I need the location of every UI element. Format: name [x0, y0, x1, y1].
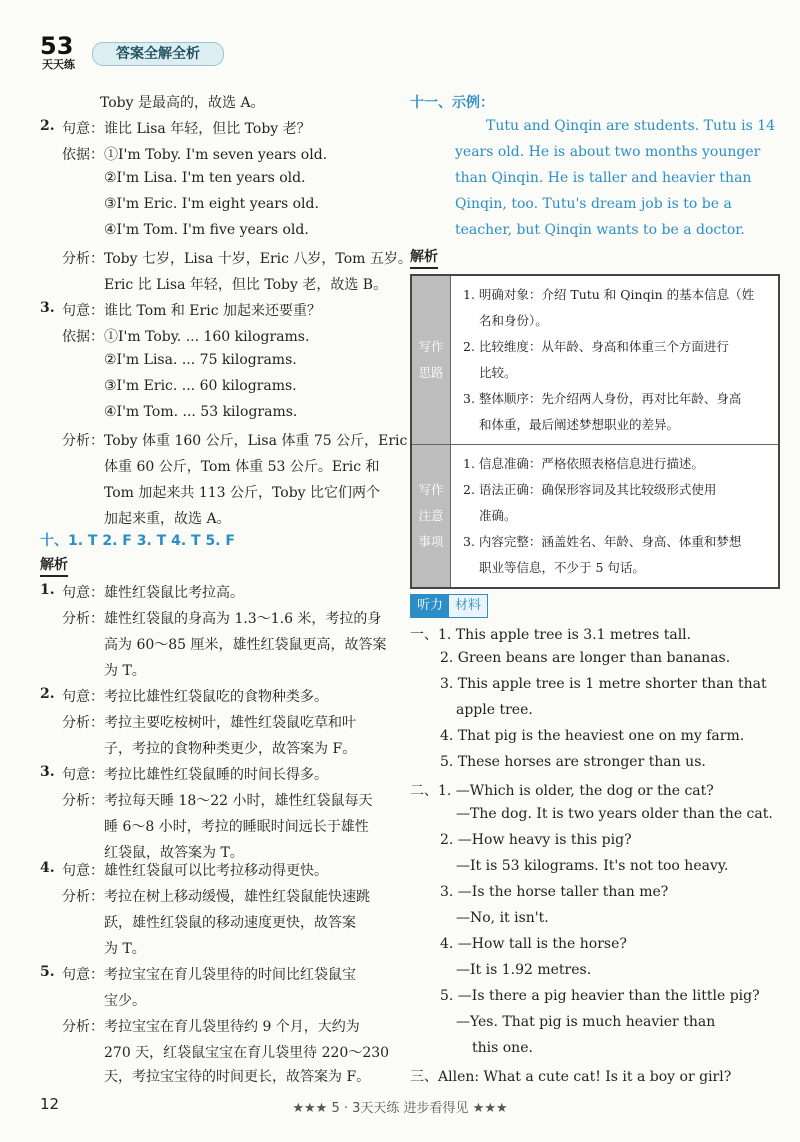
footer-slogan: ★★★ 5 · 3天天练 进步看得见 ★★★: [292, 1101, 508, 1116]
item-number: 4.: [40, 860, 55, 876]
basis-line: 依据：①I'm Toby. I'm seven years old.: [62, 147, 328, 163]
basis-line: ②I'm Lisa. I'm ten years old.: [104, 170, 306, 186]
item-number: 3.: [40, 764, 55, 780]
analysis-line: 子，考拉的食物种类更少，故答案为 F。: [104, 741, 357, 757]
box-line: 职业等信息，不少于 5 句话。: [479, 560, 645, 575]
sentence-meaning: 句意：雄性红袋鼠比考拉高。: [62, 585, 244, 601]
essay-line: Tutu and Qinqin are students. Tutu is 14: [486, 118, 776, 134]
row-header-text: 写作: [418, 482, 444, 497]
box-line: 和体重，最后阐述梦想职业的差异。: [479, 417, 680, 432]
jiexi-label: 解析: [410, 246, 438, 269]
logo: [38, 30, 86, 72]
svg-text:天天练: 天天练: [42, 58, 75, 71]
analysis-line: 高为 60～85 厘米，雄性红袋鼠更高，故答案: [104, 637, 387, 653]
transcript-line: —The dog. It is two years older than the cat.: [456, 806, 773, 822]
box-line: 准确。: [479, 508, 517, 523]
row-header-text: 事项: [418, 534, 444, 549]
analysis-line: 为 T。: [104, 941, 146, 957]
box-line: 1. 明确对象：介绍 Tutu 和 Qinqin 的基本信息（姓: [463, 287, 755, 302]
svg-text:53: 53: [40, 32, 74, 60]
table-cell: [451, 275, 780, 445]
basis-line: ②I'm Lisa. ... 75 kilograms.: [104, 352, 297, 368]
box-line: 2. 语法正确：确保形容词及其比较级形式使用: [463, 482, 717, 497]
transcript-line: 5. —Is there a pig heavier than the little pig?: [440, 988, 760, 1004]
analysis-line: 270 天，红袋鼠宝宝在育儿袋里待 220～230: [104, 1045, 390, 1061]
row-header-text: 写作: [418, 339, 444, 354]
analysis-line: 分析：Toby 体重 160 公斤，Lisa 体重 75 公斤，Eric: [62, 433, 408, 449]
row-header: [411, 275, 451, 445]
page-number: 12: [40, 1095, 60, 1113]
transcript-line: 4. —How tall is the horse?: [440, 936, 627, 952]
transcript-line: this one.: [472, 1040, 533, 1056]
transcript-line: apple tree.: [456, 702, 533, 718]
table-row: [411, 445, 779, 589]
sentence-meaning: 句意：考拉比雄性红袋鼠吃的食物种类多。: [62, 689, 328, 705]
sentence-meaning: 句意：谁比 Lisa 年轻，但比 Toby 老？: [62, 121, 311, 137]
listening-material-tag: [410, 594, 488, 618]
row-header: [411, 445, 451, 589]
analysis-line: 加起来重，故选 A。: [104, 511, 231, 527]
tag-part: 材料: [449, 595, 487, 617]
sentence-meaning: 句意：考拉宝宝在育儿袋里待的时间比红袋鼠宝: [62, 967, 356, 983]
item-number: 5.: [40, 964, 55, 980]
item-number: 2.: [40, 118, 55, 134]
analysis-line: 分析：考拉宝宝在育儿袋里待约 9 个月，大约为: [62, 1019, 360, 1035]
transcript-line: 4. That pig is the heaviest one on my farm.: [440, 728, 745, 744]
transcript-line: —It is 1.92 metres.: [456, 962, 592, 978]
transcript-line: 一、1. This apple tree is 3.1 metres tall.: [410, 627, 692, 643]
analysis-line: 跃，雄性红袋鼠的移动速度更快，故答案: [104, 915, 356, 931]
analysis-line: 分析：考拉每天睡 18～22 小时，雄性红袋鼠每天: [62, 793, 373, 809]
section-ten-answers: 十、1. T 2. F 3. T 4. T 5. F: [40, 533, 235, 549]
analysis-line: 红袋鼠，故答案为 T。: [104, 845, 244, 861]
analysis-line: 分析：考拉在树上移动缓慢，雄性红袋鼠能快速跳: [62, 889, 370, 905]
essay-line: years old. He is about two months younger: [455, 144, 761, 160]
box-line: 比较。: [479, 365, 517, 380]
text-line: Toby 是最高的，故选 A。: [100, 95, 265, 111]
transcript-line: 3. —Is the horse taller than me?: [440, 884, 669, 900]
sentence-meaning: 句意：考拉比雄性红袋鼠睡的时间长得多。: [62, 767, 328, 783]
transcript-line: —It is 53 kilograms. It's not too heavy.: [456, 858, 729, 874]
transcript-line: 3. This apple tree is 1 metre shorter than that: [440, 676, 767, 692]
basis-line: ④I'm Tom. ... 53 kilograms.: [104, 404, 298, 420]
analysis-line: 睡 6～8 小时，考拉的睡眠时间远长于雄性: [104, 819, 369, 835]
transcript-line: 5. These horses are stronger than us.: [440, 754, 706, 770]
analysis-line: Eric 比 Lisa 年轻，但比 Toby 老，故选 B。: [104, 277, 388, 293]
transcript-line: 二、1. —Which is older, the dog or the cat?: [410, 783, 714, 799]
analysis-line: 体重 60 公斤，Tom 体重 53 公斤。Eric 和: [104, 459, 380, 475]
sentence-meaning: 句意：雄性红袋鼠可以比考拉移动得更快。: [62, 863, 328, 879]
essay-line: teacher, but Qinqin wants to be a doctor.: [455, 222, 745, 238]
box-line: 2. 比较维度：从年龄、身高和体重三个方面进行: [463, 339, 729, 354]
item-number: 1.: [40, 582, 55, 598]
basis-line: ③I'm Eric. I'm eight years old.: [104, 196, 319, 212]
box-line: 名和身份）。: [479, 313, 548, 328]
sentence-meaning: 宝少。: [104, 993, 146, 1009]
analysis-line: 分析：考拉主要吃桉树叶，雄性红袋鼠吃草和叶: [62, 715, 356, 731]
transcript-line: 2. Green beans are longer than bananas.: [440, 650, 731, 666]
essay-line: Qinqin, too. Tutu's dream job is to be a: [455, 196, 732, 212]
basis-line: ③I'm Eric. ... 60 kilograms.: [104, 378, 297, 394]
transcript-line: 三、Allen: What a cute cat! Is it a boy or girl?: [410, 1069, 732, 1085]
transcript-line: —No, it isn't.: [456, 910, 549, 926]
item-number: 3.: [40, 300, 55, 316]
section-eleven-title: 十一、示例：: [410, 95, 494, 111]
writing-guide-table: [410, 274, 780, 589]
box-line: 3. 整体顺序：先介绍两人身份，再对比年龄、身高: [463, 391, 742, 406]
transcript-line: —Yes. That pig is much heavier than: [456, 1014, 716, 1030]
item-number: 2.: [40, 686, 55, 702]
basis-line: ④I'm Tom. I'm five years old.: [104, 222, 309, 238]
analysis-line: 天，考拉宝宝待的时间更长，故答案为 F。: [104, 1069, 371, 1085]
transcript-line: 2. —How heavy is this pig?: [440, 832, 632, 848]
row-header-text: 注意: [418, 508, 444, 523]
box-line: 1. 信息准确：严格依照表格信息进行描述。: [463, 456, 704, 471]
sentence-meaning: 句意：谁比 Tom 和 Eric 加起来还要重？: [62, 303, 321, 319]
basis-line: 依据：①I'm Toby. ... 160 kilograms.: [62, 329, 310, 345]
table-row: [411, 275, 779, 445]
tag-part: 听力: [411, 595, 449, 617]
row-header-text: 思路: [418, 365, 444, 380]
analysis-line: 分析：雄性红袋鼠的身高为 1.3～1.6 米，考拉的身: [62, 611, 382, 627]
analysis-line: Tom 加起来共 113 公斤，Toby 比它们两个: [104, 485, 381, 501]
header-tag: 答案全解全析: [92, 42, 224, 66]
analysis-line: 分析：Toby 七岁，Lisa 十岁，Eric 八岁，Tom 五岁。: [62, 251, 412, 267]
essay-line: than Qinqin. He is taller and heavier than: [455, 170, 752, 186]
box-line: 3. 内容完整：涵盖姓名、年龄、身高、体重和梦想: [463, 534, 742, 549]
table-cell: [451, 445, 780, 589]
jiexi-label: 解析: [40, 554, 68, 577]
analysis-line: 为 T。: [104, 663, 146, 679]
